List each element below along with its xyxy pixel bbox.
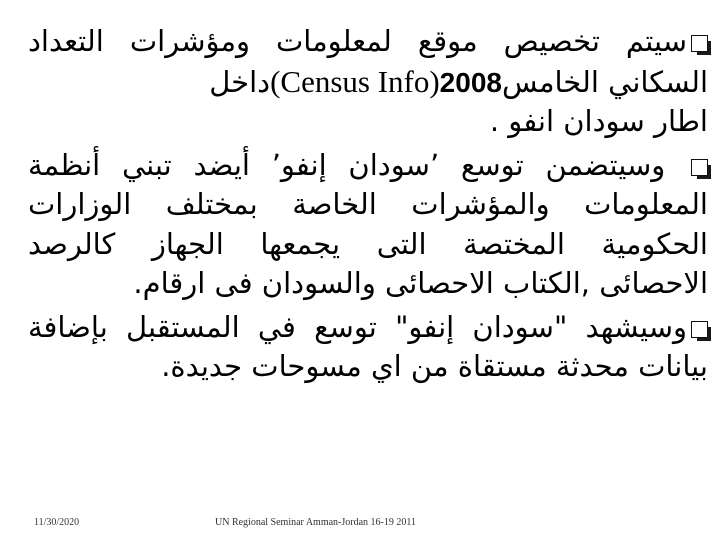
bullet-line: وسيشهد "سودان إنفو" توسع في المستقبل بإضافة	[28, 308, 708, 348]
footer-date: 11/30/2020	[34, 517, 80, 528]
bullet-line: وسيتضمن توسع ’سودان إنفو’ أيضد تبني أنظمة	[28, 146, 708, 186]
bullet-line: بيانات محدثة مستقاة من اي مسوحات جديدة.	[161, 349, 708, 383]
bullet-line: المعلومات والمؤشرات الخاصة بمختلف الوزارات	[28, 187, 708, 221]
checkbox-square-bullet-icon	[687, 22, 708, 62]
footer-title: UN Regional Seminar Amman-Jordan 16-19 2011	[215, 517, 416, 528]
bullet-line: السكاني الخامس2008(Census Info)داخل	[209, 63, 708, 99]
checkbox-square-bullet-icon	[687, 308, 708, 348]
bullet-item	[28, 308, 708, 387]
bullet-line: سيتم تخصيص موقع لمعلومات ومؤشرات التعداد	[28, 22, 708, 62]
census-year: 2008	[439, 66, 502, 98]
bullet-line: اطار سودان انفو .	[489, 104, 708, 138]
census-info-name: (Census Info)	[270, 63, 440, 99]
bullet-list	[28, 22, 708, 391]
bullet-line: الاحصائى ,الكتاب الاحصائى والسودان فى ارقام.	[133, 266, 708, 300]
checkbox-square-bullet-icon	[687, 146, 708, 186]
bullet-item	[28, 146, 708, 304]
bullet-line: الحكومية المختصة التى يجمعها الجهاز كالرصد	[28, 226, 708, 261]
bullet-item	[28, 22, 708, 142]
